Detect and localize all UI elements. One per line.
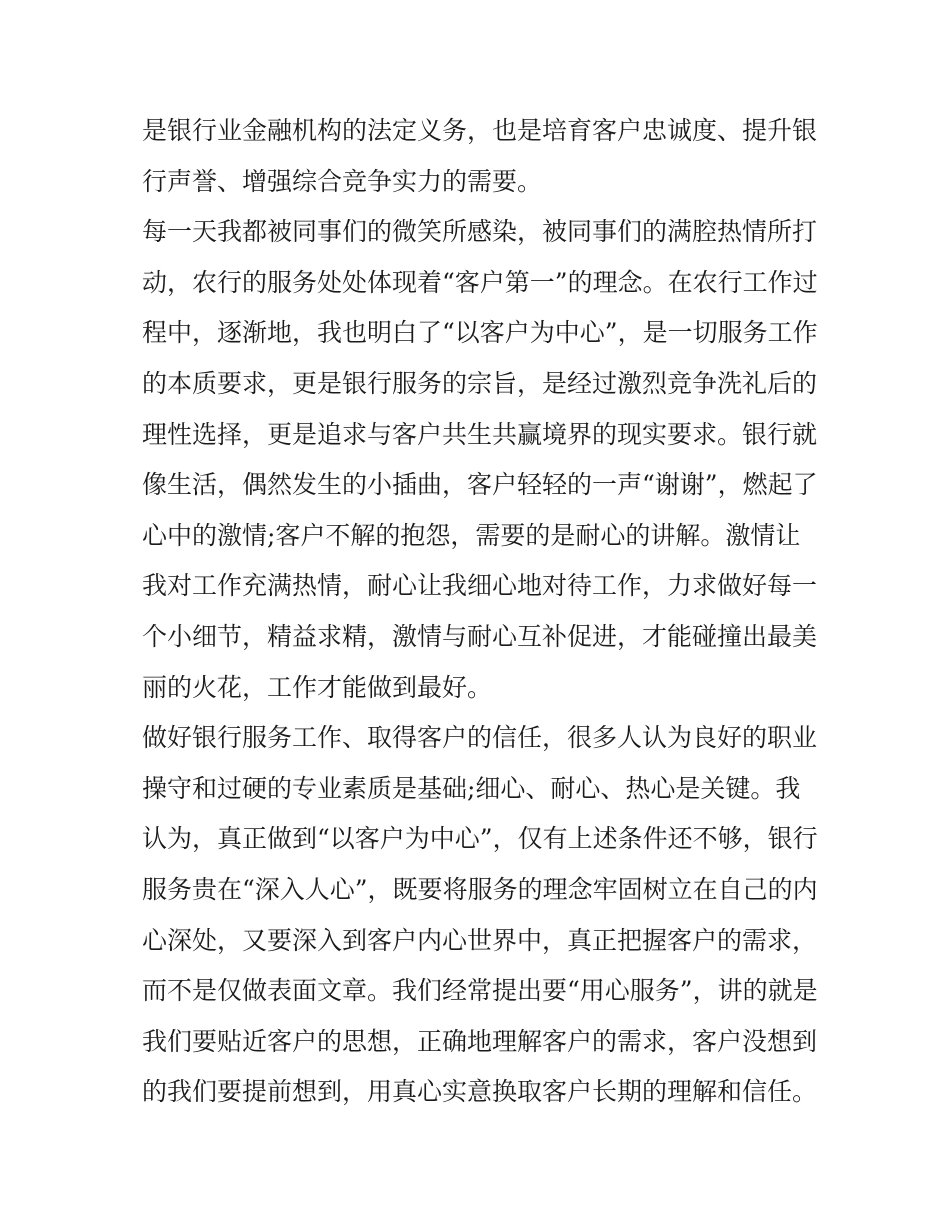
text-line: 个小细节，精益求精，激情与耐心互补促进，才能碰撞出最美 bbox=[142, 621, 818, 651]
text-line: 我对工作充满热情，耐心让我细心地对待工作，力求做好每一 bbox=[142, 571, 818, 601]
text-line: 每一天我都被同事们的微笑所感染，被同事们的满腔热情所打 bbox=[142, 217, 818, 247]
text-line: 做好银行服务工作、取得客户的信任，很多人认为良好的职业 bbox=[142, 723, 818, 753]
text-line: 心中的激情;客户不解的抱怨，需要的是耐心的讲解。激情让 bbox=[142, 520, 801, 550]
text-line: 动，农行的服务处处体现着“客户第一”的理念。在农行工作过 bbox=[142, 267, 818, 297]
text-line: 的我们要提前想到，用真心实意换取客户长期的理解和信任。 bbox=[142, 1077, 818, 1107]
text-line: 操守和过硬的专业素质是基础;细心、耐心、热心是关键。我 bbox=[142, 773, 801, 803]
text-line: 心深处，又要深入到客户内心世界中，真正把握客户的需求， bbox=[142, 925, 818, 955]
text-line: 的本质要求，更是银行服务的宗旨，是经过激烈竞争洗礼后的 bbox=[142, 368, 818, 398]
text-line: 程中，逐渐地，我也明白了“以客户为中心”，是一切服务工作 bbox=[142, 318, 818, 348]
text-line: 服务贵在“深入人心”，既要将服务的理念牢固树立在自己的内 bbox=[142, 874, 818, 904]
text-line: 认为，真正做到“以客户为中心”，仅有上述条件还不够，银行 bbox=[142, 824, 818, 854]
text-line: 理性选择，更是追求与客户共生共赢境界的现实要求。银行就 bbox=[142, 419, 818, 449]
text-line: 我们要贴近客户的思想，正确地理解客户的需求，客户没想到 bbox=[142, 1026, 818, 1056]
text-line: 而不是仅做表面文章。我们经常提出要“用心服务”，讲的就是 bbox=[142, 976, 818, 1006]
text-line: 丽的火花，工作才能做到最好。 bbox=[142, 672, 493, 702]
text-line: 像生活，偶然发生的小插曲，客户轻轻的一声“谢谢”，燃起了 bbox=[142, 470, 818, 500]
text-line: 是银行业金融机构的法定义务，也是培育客户忠诚度、提升银 bbox=[142, 116, 818, 145]
text-line: 行声誉、增强综合竞争实力的需要。 bbox=[142, 166, 543, 196]
body-text bbox=[142, 106, 822, 1118]
